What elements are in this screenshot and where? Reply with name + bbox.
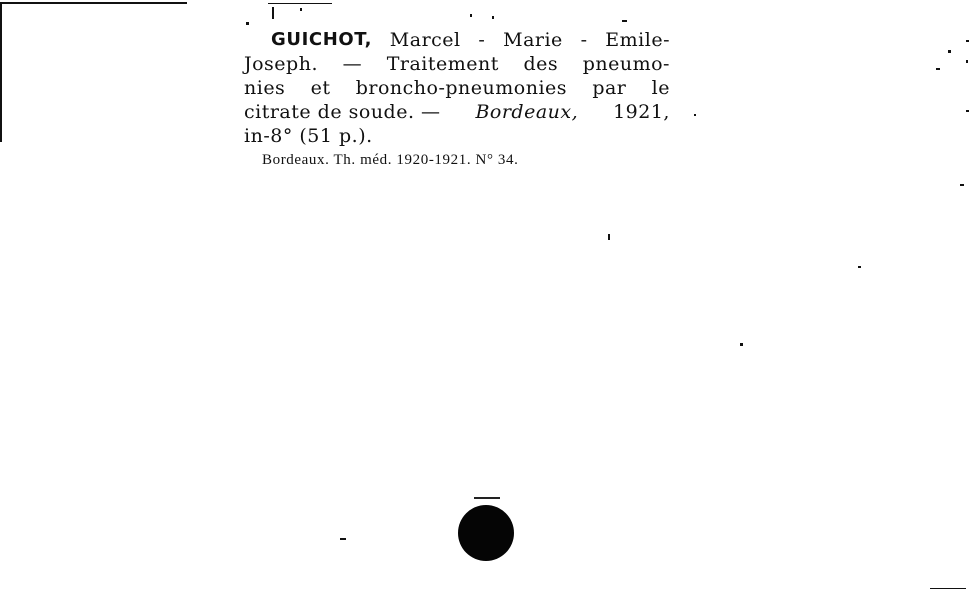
thesis-note: Bordeaux. Th. méd. 1920-1921. N° 34. bbox=[262, 152, 519, 168]
speck bbox=[268, 3, 332, 4]
dash: — bbox=[342, 53, 363, 75]
speck bbox=[936, 68, 940, 70]
speck bbox=[694, 114, 696, 116]
title-word: par bbox=[592, 77, 627, 99]
title-end: citrate de soude. — bbox=[244, 101, 441, 123]
entry-line-3 bbox=[244, 76, 670, 100]
title-word: et bbox=[310, 77, 331, 99]
speck bbox=[740, 343, 743, 346]
format-pages: in-8° (51 p.). bbox=[244, 125, 373, 147]
speck bbox=[340, 538, 346, 540]
publication-place: Bordeaux, bbox=[475, 101, 579, 123]
speck bbox=[470, 14, 472, 17]
speck bbox=[858, 266, 861, 268]
entry-line-4 bbox=[244, 100, 670, 124]
speck bbox=[966, 110, 969, 112]
card-frame-left-edge bbox=[0, 2, 2, 142]
bibliographic-entry bbox=[244, 28, 670, 148]
speck bbox=[966, 60, 968, 63]
title-word: des bbox=[523, 53, 559, 75]
speck bbox=[300, 8, 302, 11]
card-frame-top-edge bbox=[0, 2, 187, 4]
speck bbox=[246, 22, 249, 25]
given-name-sep-2: - bbox=[580, 29, 588, 51]
title-word: pneumo- bbox=[582, 53, 670, 75]
given-name-4: Joseph. bbox=[244, 53, 318, 75]
speck bbox=[622, 20, 627, 22]
speck bbox=[930, 588, 966, 589]
speck bbox=[948, 50, 951, 53]
entry-line-1 bbox=[244, 28, 670, 52]
given-name-1: Marcel bbox=[389, 29, 461, 51]
speck bbox=[272, 7, 274, 19]
speck bbox=[608, 234, 610, 240]
speck bbox=[966, 40, 969, 42]
title-word: nies bbox=[244, 77, 286, 99]
entry-line-5 bbox=[244, 124, 670, 148]
given-name-3: Emile- bbox=[605, 29, 670, 51]
punch-hole bbox=[458, 505, 514, 561]
given-name-2: Marie bbox=[503, 29, 563, 51]
speck bbox=[960, 184, 964, 186]
given-name-sep-1: - bbox=[478, 29, 486, 51]
title-word: le bbox=[651, 77, 670, 99]
publication-year: 1921, bbox=[613, 101, 670, 123]
author-surname: GUICHOT, bbox=[271, 29, 373, 50]
punch-hole-edge bbox=[474, 497, 500, 499]
speck bbox=[492, 16, 494, 19]
title-word: broncho-pneumonies bbox=[355, 77, 568, 99]
entry-line-2 bbox=[244, 52, 670, 76]
title-word: Traitement bbox=[386, 53, 499, 75]
